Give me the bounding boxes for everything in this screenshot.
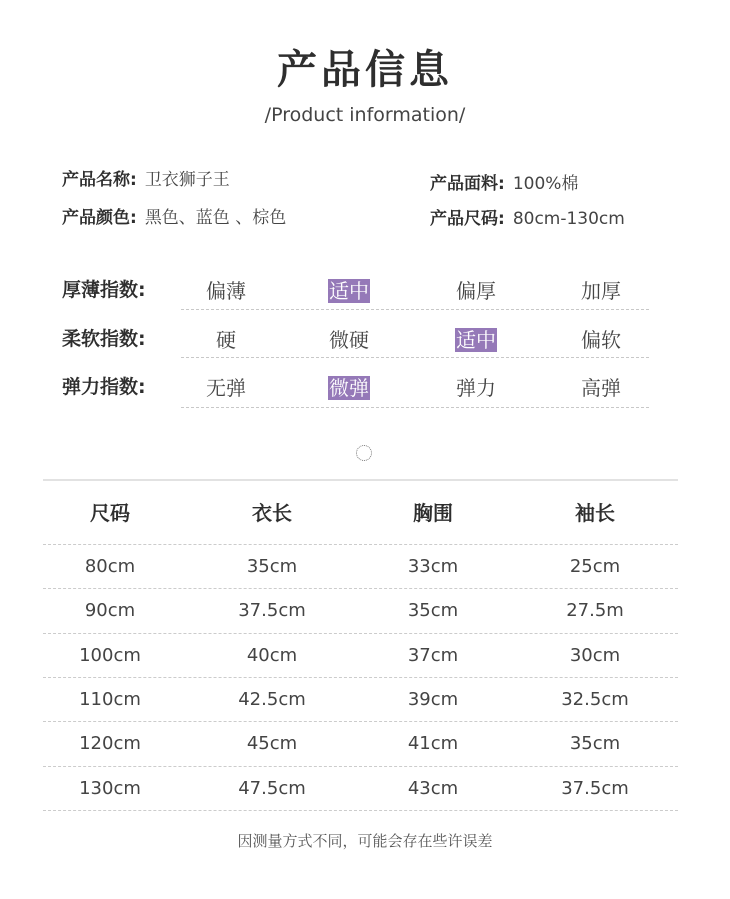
index-option	[171, 374, 281, 402]
index-option	[421, 277, 531, 305]
index-label: 柔软指数:	[62, 328, 146, 350]
measurement-note: 因测量方式不同，可能会存在些许误差	[237, 832, 493, 850]
info-name-label: 产品名称:	[62, 170, 137, 190]
table-cell: 35cm	[407, 600, 459, 622]
table-cell: 110cm	[79, 688, 141, 710]
page-subtitle: /Product information/	[264, 104, 466, 126]
table-divider	[43, 810, 678, 811]
table-cell: 130cm	[79, 777, 141, 799]
table-cell: 43cm	[407, 777, 459, 799]
table-divider	[43, 677, 678, 678]
index-option-text: 偏厚	[456, 279, 496, 303]
table-cell: 100cm	[79, 644, 141, 666]
table-cell: 41cm	[407, 733, 459, 755]
index-option	[546, 277, 656, 305]
info-name	[62, 168, 230, 192]
info-size-label: 产品尺码:	[430, 209, 505, 229]
index-option-selected	[294, 277, 404, 305]
loading-spinner-icon	[356, 445, 372, 461]
index-option-text: 微硬	[329, 328, 369, 352]
index-option-text: 偏薄	[206, 279, 246, 303]
table-divider	[43, 544, 678, 545]
info-size-value: 80cm-130cm	[512, 209, 625, 229]
index-option-text: 弹力	[456, 376, 496, 400]
index-option	[171, 277, 281, 305]
table-cell: 25cm	[569, 556, 621, 577]
table-cell: 30cm	[569, 644, 621, 666]
table-cell: 37cm	[407, 644, 459, 666]
size-table-top-border	[43, 479, 678, 481]
index-option	[171, 326, 281, 354]
table-divider	[43, 633, 678, 634]
index-option	[546, 374, 656, 402]
table-cell: 45cm	[246, 733, 298, 755]
table-divider	[43, 766, 678, 767]
index-divider	[181, 357, 649, 358]
info-color-label: 产品颜色:	[62, 208, 137, 228]
table-cell: 40cm	[246, 644, 298, 666]
table-cell: 120cm	[79, 733, 141, 755]
info-color-value: 黑色、蓝色 、棕色	[144, 208, 287, 228]
index-label: 厚薄指数:	[62, 279, 146, 301]
table-cell: 37.5cm	[561, 777, 629, 799]
info-material-label: 产品面料:	[430, 174, 505, 194]
index-option-text: 高弹	[581, 376, 621, 400]
info-size	[430, 207, 625, 231]
index-divider	[181, 407, 649, 408]
index-option-text: 适中	[329, 279, 369, 303]
info-material-value: 100%棉	[512, 174, 579, 194]
index-option	[421, 374, 531, 402]
table-cell: 35cm	[569, 733, 621, 755]
index-divider	[181, 309, 649, 310]
table-cell: 80cm	[84, 556, 136, 577]
table-divider	[43, 721, 678, 722]
index-label: 弹力指数:	[62, 376, 146, 398]
table-cell: 39cm	[407, 688, 459, 710]
table-cell: 42.5cm	[238, 688, 306, 710]
table-cell: 90cm	[84, 600, 136, 622]
index-option-text: 微弹	[329, 376, 369, 400]
index-option	[294, 326, 404, 354]
index-option-text: 偏软	[581, 328, 621, 352]
table-cell: 27.5m	[566, 600, 624, 622]
table-header-cell: 胸围	[413, 501, 453, 525]
table-cell: 47.5cm	[238, 777, 306, 799]
info-name-value: 卫衣狮子王	[144, 170, 230, 190]
table-cell: 33cm	[407, 556, 459, 577]
table-divider	[43, 588, 678, 589]
table-header-cell: 袖长	[575, 501, 615, 525]
table-header-cell: 衣长	[252, 501, 292, 525]
index-option-text: 加厚	[581, 279, 621, 303]
info-color	[62, 206, 286, 230]
index-option-selected	[294, 374, 404, 402]
info-material	[430, 172, 578, 196]
index-option-selected	[421, 326, 531, 354]
index-option-text: 硬	[216, 328, 236, 352]
table-cell: 37.5cm	[238, 600, 306, 622]
index-option-text: 无弹	[206, 376, 246, 400]
page-title: 产品信息	[277, 47, 453, 93]
table-header-cell: 尺码	[90, 501, 130, 525]
index-option	[546, 326, 656, 354]
table-cell: 32.5cm	[561, 688, 629, 710]
table-cell: 35cm	[246, 556, 298, 577]
index-option-text: 适中	[456, 328, 496, 352]
